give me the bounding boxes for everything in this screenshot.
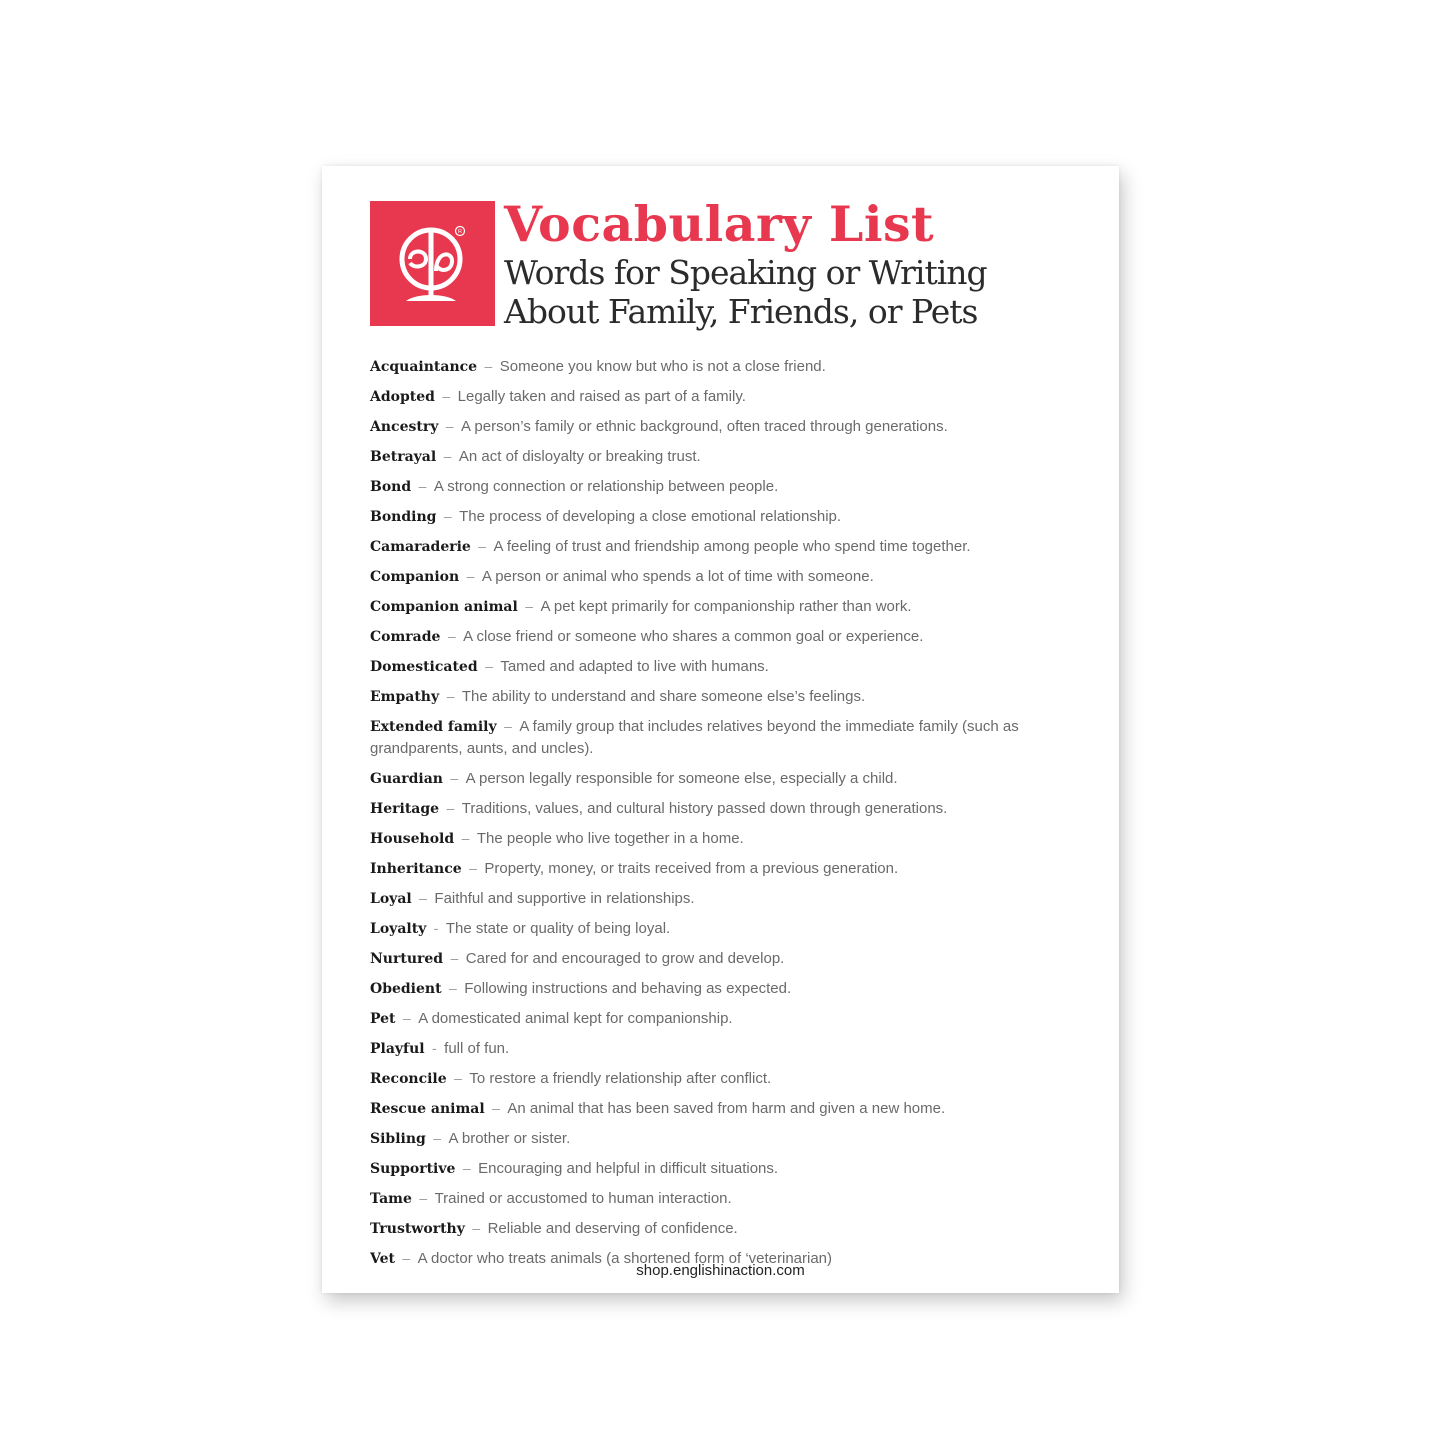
subtitle-line-2: About Family, Friends, or Pets (504, 292, 978, 331)
term-word: Companion (370, 569, 460, 585)
term-word: Heritage (370, 801, 440, 817)
term-word: Playful (370, 1041, 425, 1057)
term-separator: – (443, 448, 452, 464)
subtitle-line-1: Words for Speaking or Writing (504, 253, 987, 292)
term-separator: - (433, 920, 439, 936)
term-definition: Traditions, values, and cultural history passed down through generations. (461, 800, 948, 817)
vocabulary-term (370, 828, 1070, 850)
term-definition: A close friend or someone who shares a common goal or experience. (463, 628, 924, 645)
term-separator: – (492, 1100, 500, 1116)
term-separator: – (449, 980, 457, 996)
term-separator: – (484, 358, 493, 374)
vocabulary-term (370, 686, 1070, 708)
term-separator: - (432, 1040, 437, 1056)
vocabulary-term (370, 596, 1070, 618)
term-word: Supportive (370, 1161, 456, 1177)
term-separator: – (454, 1070, 462, 1086)
term-word: Domesticated (370, 659, 478, 675)
term-word: Camaraderie (370, 539, 471, 555)
term-word: Empathy (370, 689, 440, 705)
page-subtitle (504, 253, 1104, 331)
vocabulary-term (370, 1068, 1070, 1090)
term-definition: Cared for and encouraged to grow and develop. (465, 950, 785, 967)
vocabulary-term (370, 1098, 1070, 1120)
term-word: Trustworthy (370, 1221, 465, 1237)
vocabulary-term (370, 416, 1070, 438)
term-definition: An act of disloyalty or breaking trust. (458, 448, 701, 465)
term-definition: The ability to understand and share someone else’s feelings. (461, 688, 866, 705)
vocabulary-term (370, 386, 1070, 408)
term-separator: – (402, 1250, 411, 1266)
term-definition: full of fun. (444, 1040, 510, 1057)
term-word: Acquaintance (370, 359, 478, 375)
term-definition: Faithful and supportive in relationships. (434, 890, 695, 907)
term-word: Ancestry (370, 419, 439, 435)
vocabulary-term (370, 768, 1070, 790)
term-separator: – (469, 860, 477, 876)
term-separator: – (402, 1010, 411, 1026)
term-definition: The process of developing a close emotional relationship. (459, 508, 842, 525)
vocabulary-term (370, 716, 1070, 760)
term-word: Bond (370, 479, 412, 495)
term-definition: Property, money, or traits received from a previous generation. (484, 860, 899, 877)
term-definition: The people who live together in a home. (476, 830, 744, 847)
term-word: Rescue animal (370, 1101, 485, 1117)
vocabulary-term (370, 1128, 1070, 1150)
term-separator: – (419, 1190, 428, 1206)
term-word: Vet (370, 1251, 395, 1267)
term-separator: – (433, 1130, 442, 1146)
vocabulary-list (370, 356, 1070, 1278)
term-separator: – (442, 388, 451, 404)
vocabulary-term (370, 948, 1070, 970)
vocabulary-term (370, 566, 1070, 588)
vocabulary-term (370, 446, 1070, 468)
vocabulary-term (370, 506, 1070, 528)
term-word: Inheritance (370, 861, 462, 877)
term-word: Companion animal (370, 599, 518, 615)
term-separator: – (485, 658, 493, 674)
vocabulary-term (370, 1218, 1070, 1240)
term-definition: To restore a friendly relationship after conflict. (469, 1070, 772, 1087)
term-separator: – (504, 718, 512, 734)
vocabulary-term (370, 356, 1070, 378)
term-word: Adopted (370, 389, 435, 405)
term-separator: – (446, 688, 455, 704)
term-word: Household (370, 831, 455, 847)
vocabulary-term (370, 626, 1070, 648)
term-definition: Tamed and adapted to live with humans. (500, 658, 769, 675)
term-definition: A person’s family or ethnic background, often traced through generations. (461, 418, 948, 435)
term-definition: A person or animal who spends a lot of time with someone. (481, 568, 874, 585)
term-separator: – (525, 598, 534, 614)
term-separator: – (443, 508, 452, 524)
term-definition: A family group that includes relatives beyond the immediate family (such as grandparents, aunts, and uncles). (370, 718, 1019, 757)
term-word: Betrayal (370, 449, 437, 465)
term-separator: – (450, 950, 459, 966)
term-word: Guardian (370, 771, 443, 787)
term-word: Bonding (370, 509, 437, 525)
term-separator: – (447, 628, 456, 644)
term-separator: – (445, 418, 454, 434)
term-word: Loyalty (370, 921, 427, 937)
vocabulary-term (370, 798, 1070, 820)
term-definition: A doctor who treats animals (a shortened form of ‘veterinarian) (417, 1250, 833, 1267)
term-definition: Reliable and deserving of confidence. (487, 1220, 738, 1237)
term-word: Sibling (370, 1131, 426, 1147)
svg-text:R: R (458, 229, 462, 236)
vocabulary-term (370, 978, 1070, 1000)
term-definition: The state or quality of being loyal. (445, 920, 671, 937)
term-word: Nurtured (370, 951, 444, 967)
vocabulary-term (370, 1188, 1070, 1210)
term-separator: – (462, 1160, 471, 1176)
term-separator: – (466, 568, 475, 584)
term-separator: – (446, 800, 455, 816)
term-separator: – (461, 830, 470, 846)
vocabulary-term (370, 1038, 1070, 1060)
vocabulary-term (370, 1008, 1070, 1030)
footer-url: shop.englishinaction.com (636, 1262, 805, 1279)
term-separator: – (418, 478, 427, 494)
vocabulary-term (370, 476, 1070, 498)
term-definition: Legally taken and raised as part of a family. (457, 388, 746, 405)
term-definition: A pet kept primarily for companionship rather than work. (540, 598, 912, 615)
term-word: Comrade (370, 629, 441, 645)
term-definition: An animal that has been saved from harm and given a new home. (507, 1100, 946, 1117)
term-word: Pet (370, 1011, 396, 1027)
term-definition: Trained or accustomed to human interaction. (434, 1190, 732, 1207)
globe-logo-icon (370, 201, 495, 326)
vocabulary-term (370, 918, 1070, 940)
vocabulary-term (370, 656, 1070, 678)
vocabulary-term (370, 888, 1070, 910)
vocabulary-term (370, 858, 1070, 880)
term-definition: A brother or sister. (448, 1130, 571, 1147)
term-definition: A strong connection or relationship between people. (433, 478, 779, 495)
term-separator: – (450, 770, 459, 786)
term-word: Reconcile (370, 1071, 447, 1087)
term-definition: A domesticated animal kept for companionship. (418, 1010, 733, 1027)
brand-logo (370, 201, 495, 326)
term-definition: Following instructions and behaving as expected. (464, 980, 792, 997)
term-definition: A feeling of trust and friendship among people who spend time together. (493, 538, 971, 555)
term-separator: – (472, 1220, 481, 1236)
vocabulary-sheet (322, 166, 1119, 1293)
vocabulary-term (370, 536, 1070, 558)
page-title: Vocabulary List (504, 195, 935, 253)
term-definition: A person legally responsible for someone else, especially a child. (465, 770, 898, 787)
term-separator: – (419, 890, 427, 906)
term-word: Obedient (370, 981, 442, 997)
term-word: Loyal (370, 891, 412, 907)
term-definition: Someone you know but who is not a close friend. (499, 358, 826, 375)
term-definition: Encouraging and helpful in difficult situations. (478, 1160, 779, 1177)
vocabulary-term (370, 1158, 1070, 1180)
term-separator: – (478, 538, 487, 554)
term-word: Extended family (370, 719, 497, 735)
term-word: Tame (370, 1191, 412, 1207)
sheet-header (370, 195, 1090, 331)
